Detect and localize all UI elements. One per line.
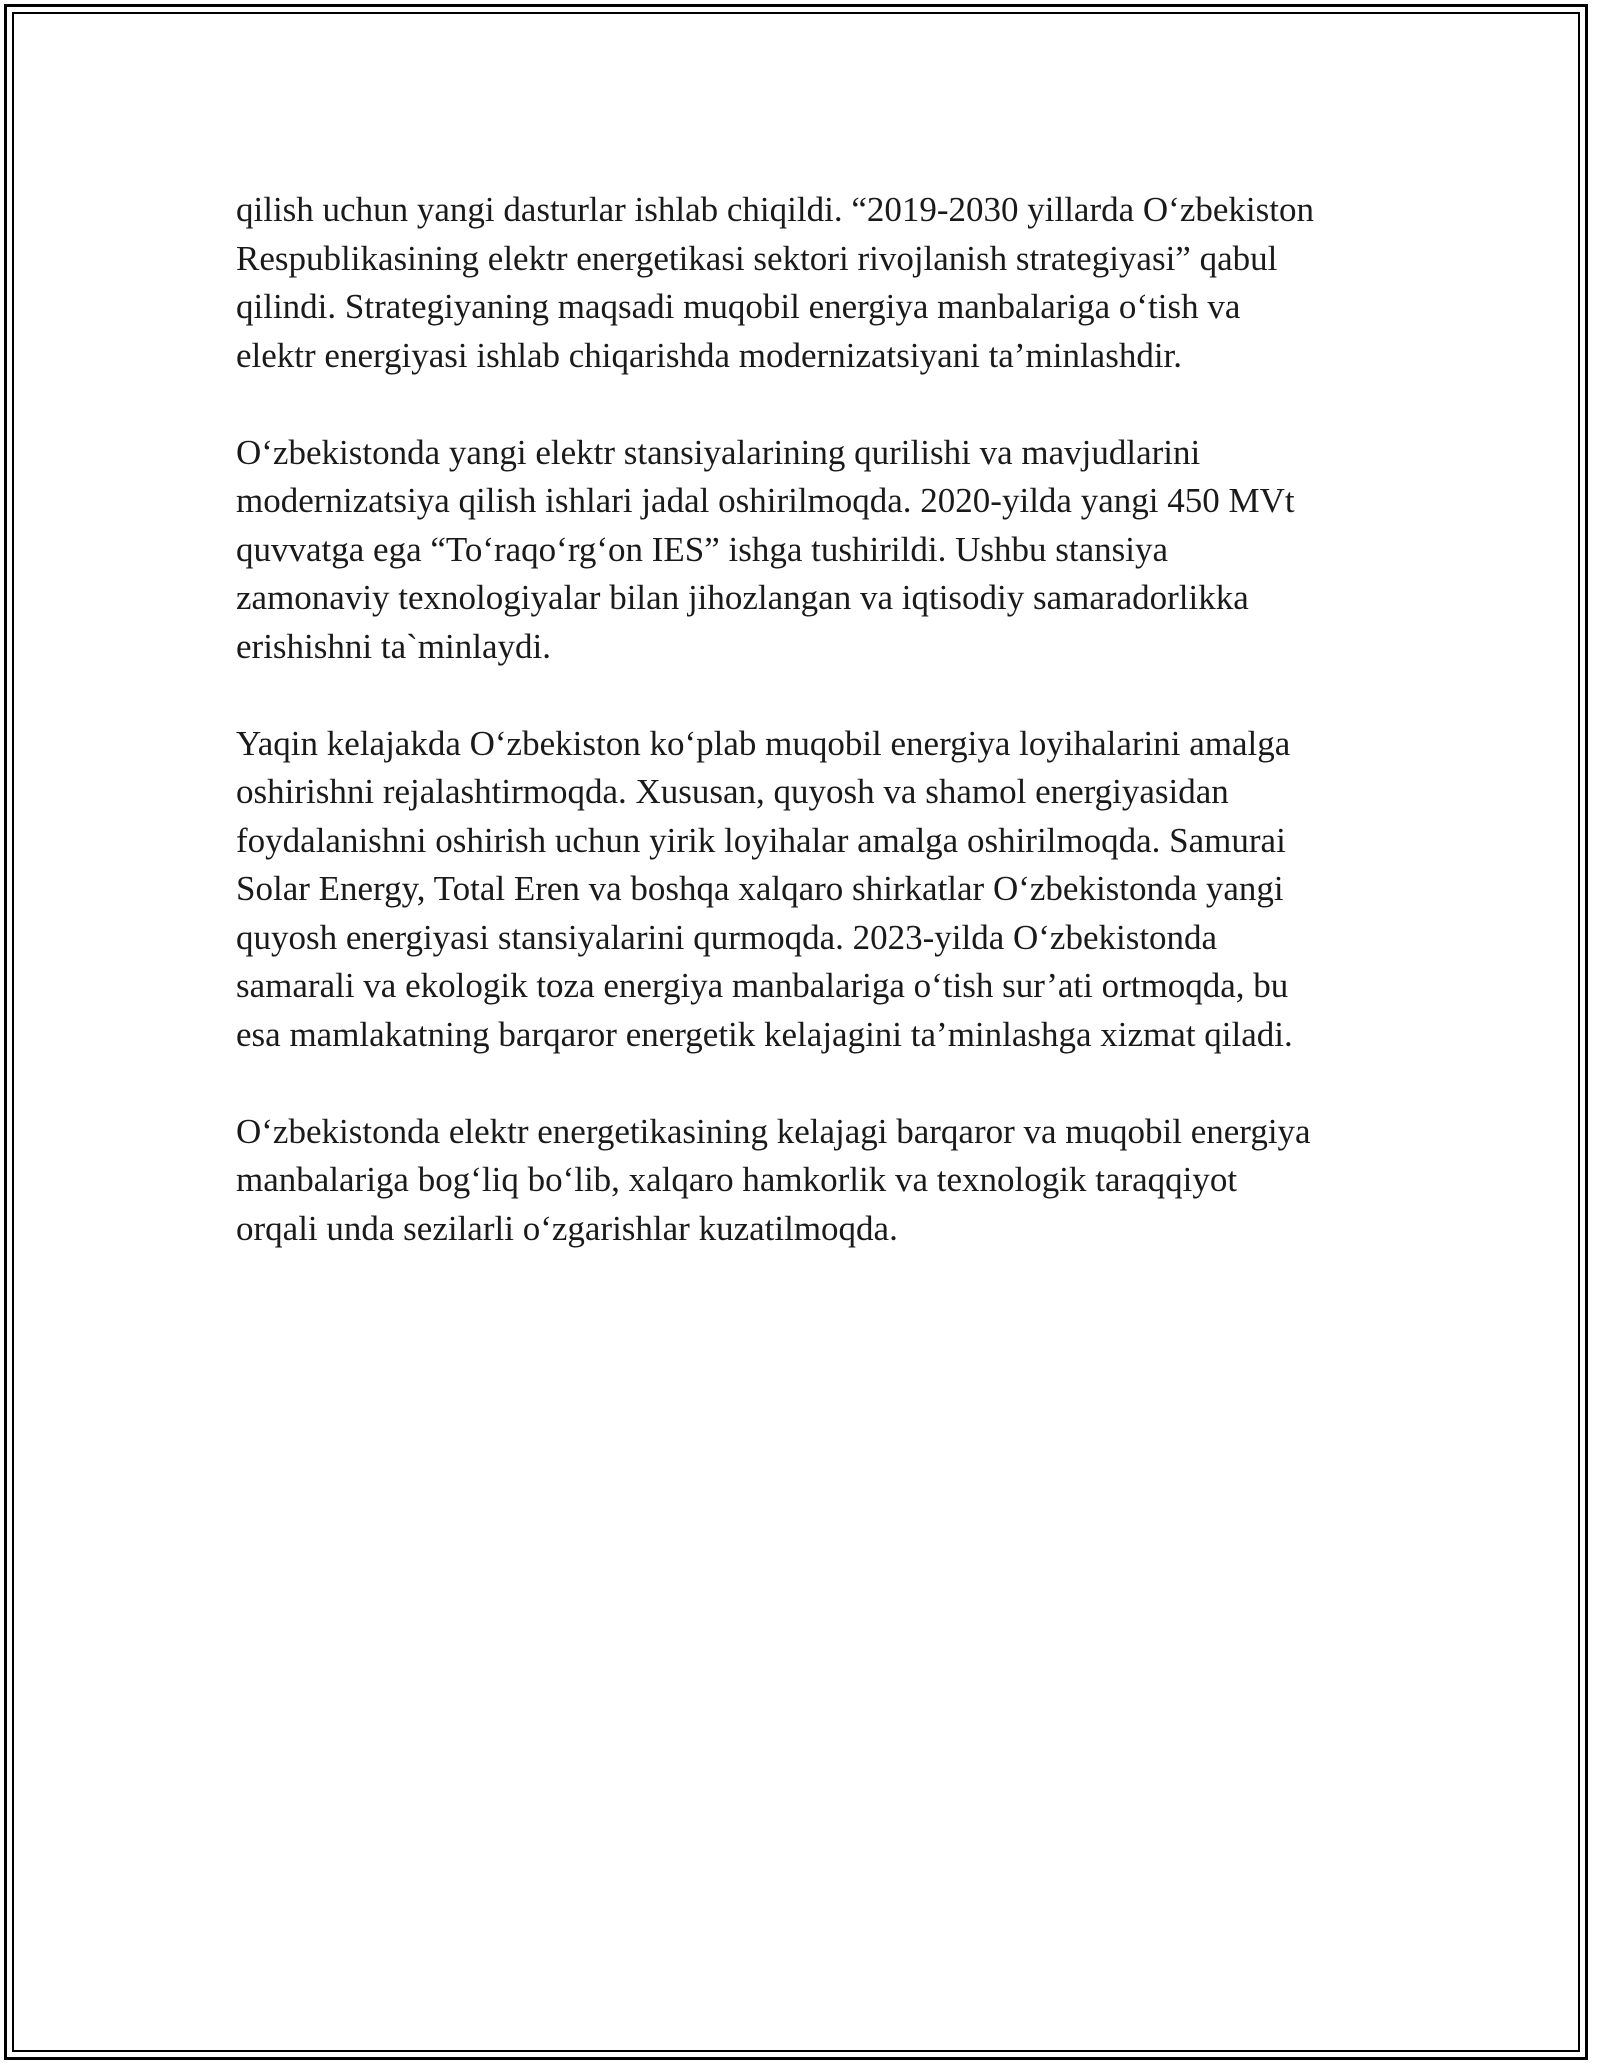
paragraph-strategy: qilish uchun yangi dasturlar ishlab chiqildi. “2019-2030 yillarda O‘zbekiston Respublikasining elektr energetikasi sektori rivojlanish strategiyasi” qabul qilindi. Strategiyaning maqsadi muqobil energiya manbalariga o‘tish va elektr energiyasi ishlab chiqarishda modernizatsiyani ta’minlashdir. <box>236 190 1314 375</box>
document-body <box>236 186 1376 1302</box>
paragraph-power-stations: O‘zbekistonda yangi elektr stansiyalarining qurilishi va mavjudlarini modernizatsiya qilish ishlari jadal oshirilmoqda. 2020-yilda yangi 450 MVt quvvatga ega “To‘raqo‘rg‘on IES” ishga tushirildi. Ushbu stansiya zamonaviy texnologiyalar bilan jihozlangan va iqtisodiy samaradorlikka erishishni ta`minlaydi. <box>236 432 1295 666</box>
paragraph-conclusion: O‘zbekistonda elektr energetikasining kelajagi barqaror va muqobil energiya manbalariga bog‘liq bo‘lib, xalqaro hamkorlik va texnologik taraqqiyot orqali unda sezilarli o‘zgarishlar kuzatilmoqda. <box>236 1111 1311 1248</box>
paragraph-renewable-projects: Yaqin kelajakda O‘zbekiston ko‘plab muqobil energiya loyihalarini amalga oshirishni rejalashtirmoqda. Xususan, quyosh va shamol energiyasidan foydalanishni oshirish uchun yirik loyihalar amalga oshirilmoqda. Samurai Solar Energy, Total Eren va boshqa xalqaro shirkatlar O‘zbekistonda yangi quyosh energiyasi stansiyalarini qurmoqda. 2023-yilda O‘zbekistonda samarali va ekologik toza energiya manbalariga o‘tish sur’ati ortmoqda, bu esa mamlakatning barqaror energetik kelajagini ta’minlashga xizmat qiladi. <box>236 723 1293 1054</box>
